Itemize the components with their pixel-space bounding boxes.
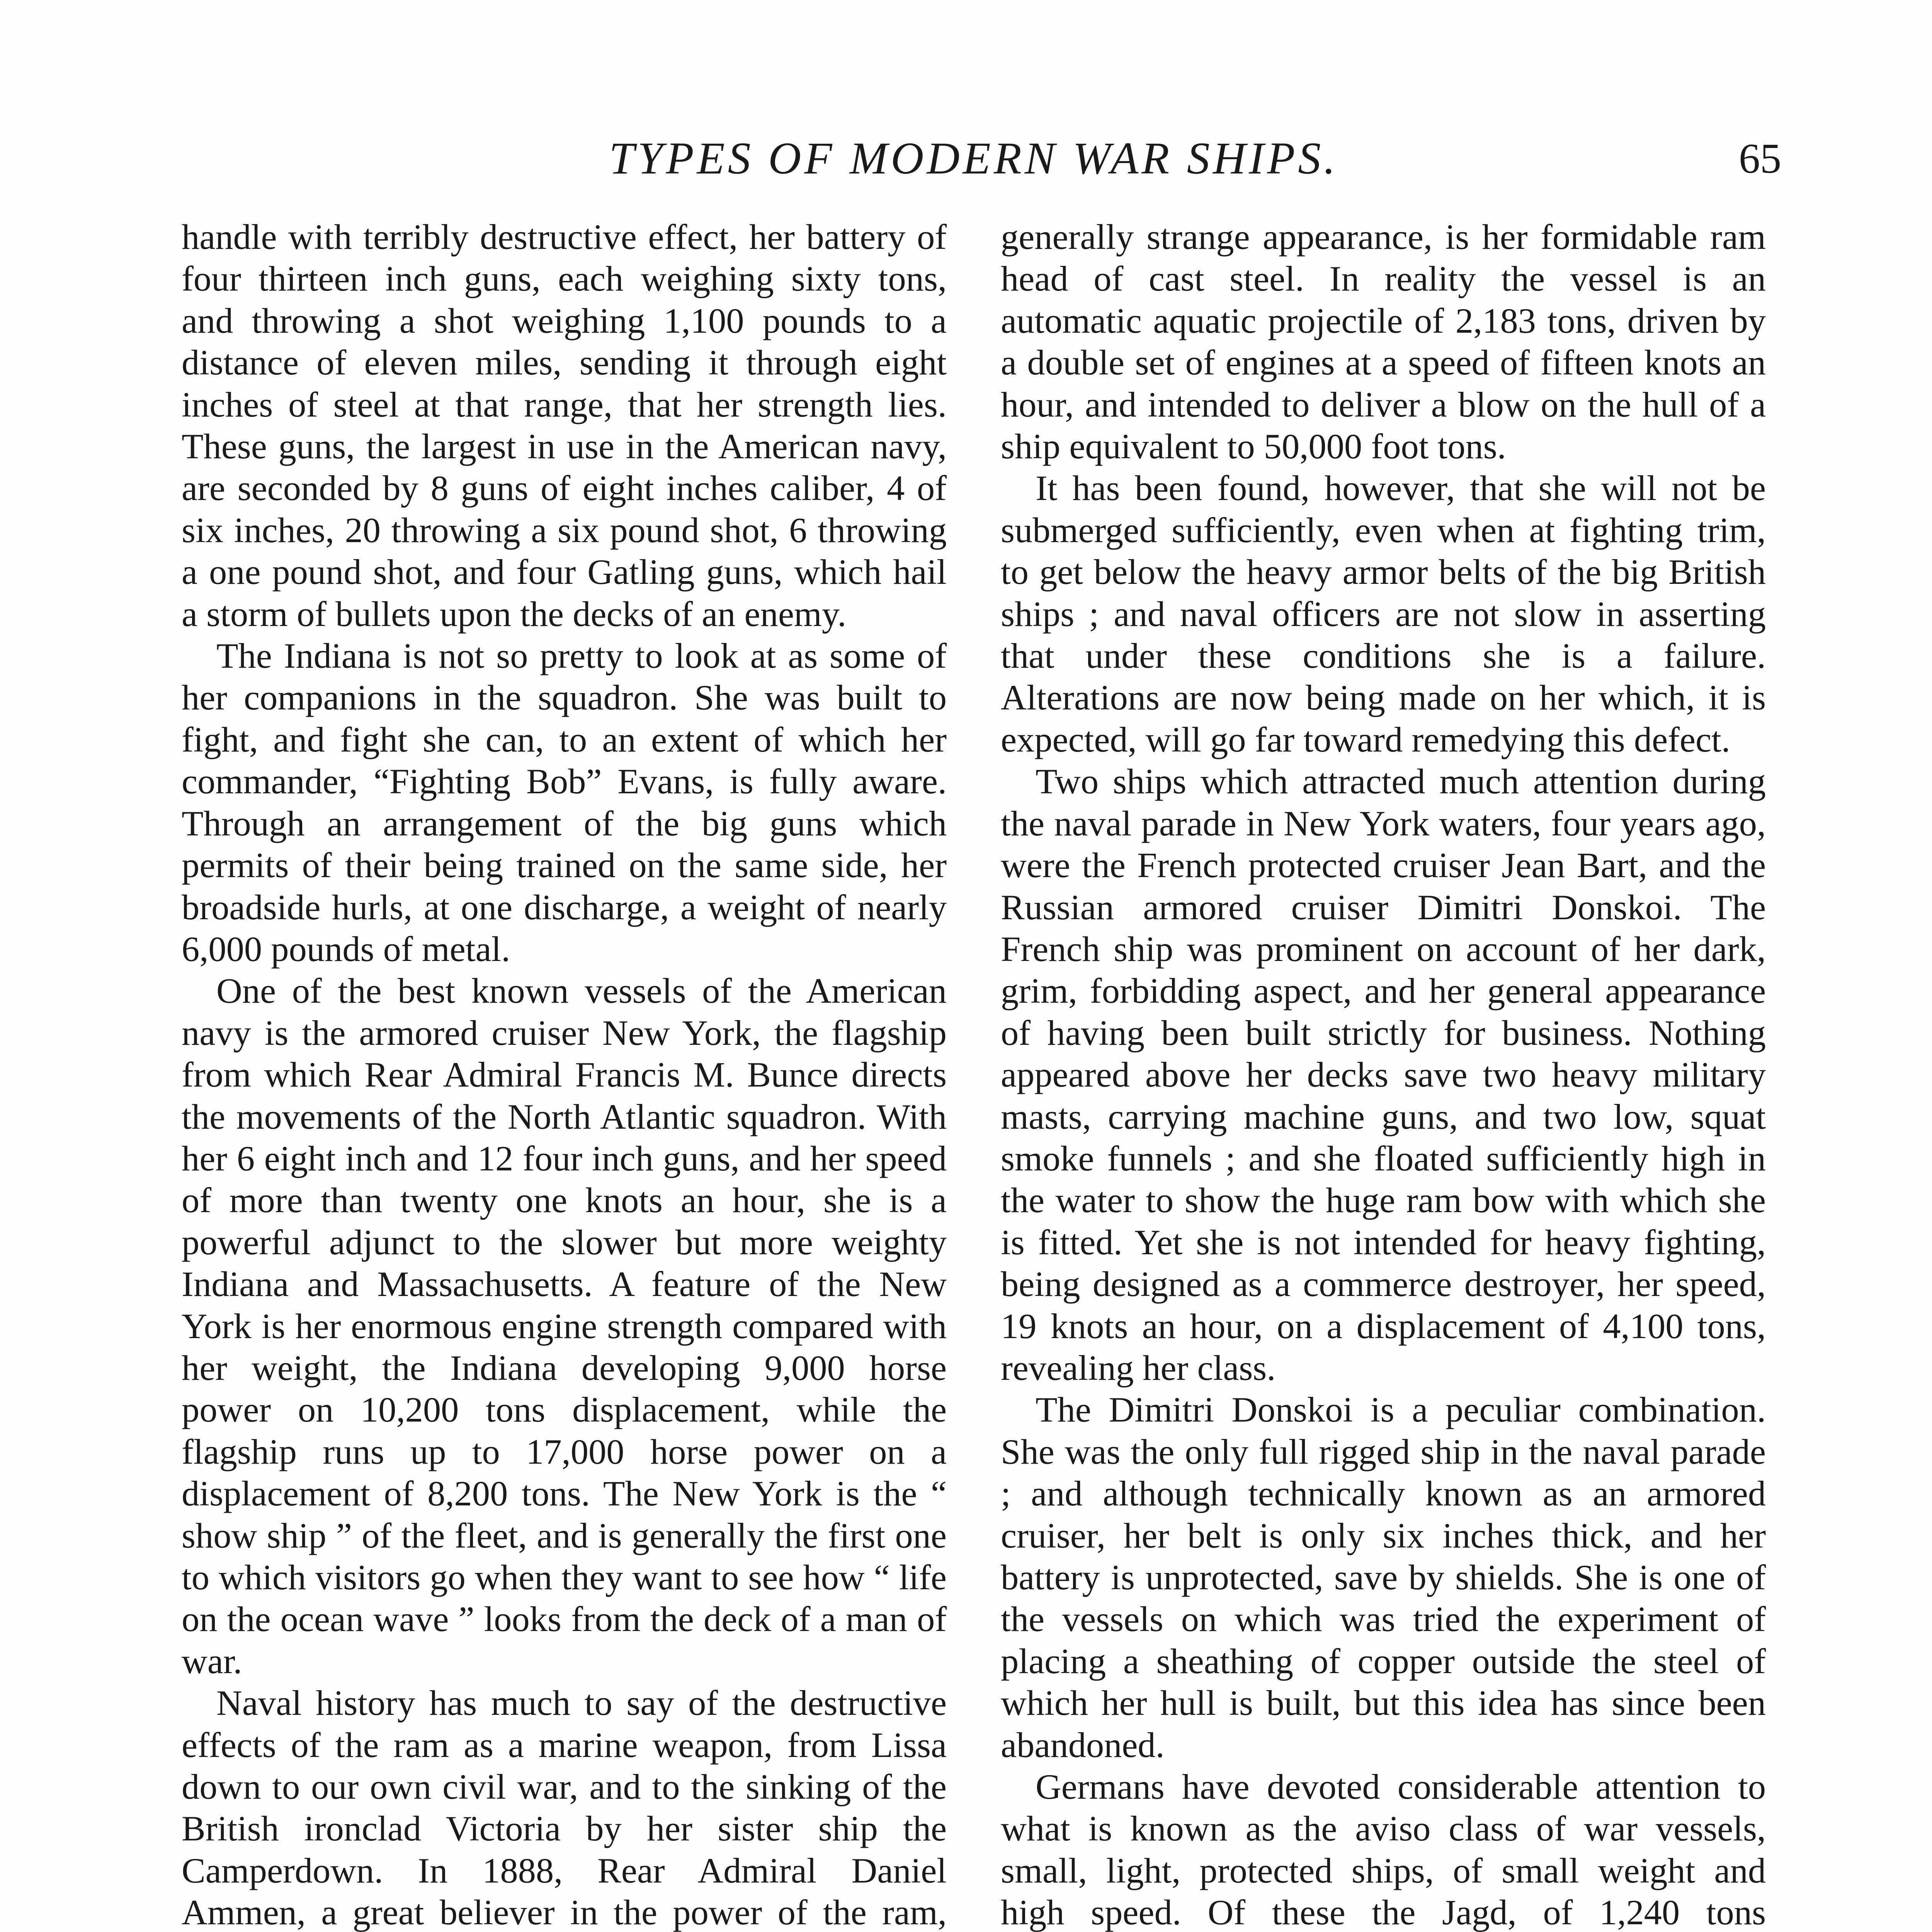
paragraph: Naval history has much to say of the destructive effects of the ram as a marine weapon, from Lissa down to our own civil war, and to the sinking of the British ironclad Victoria by her sister ship the Camperdown. In 1888, Rear Admiral Daniel Ammen, a great believer in the power of the ram,: [182, 1684, 947, 1932]
running-head: [182, 128, 1781, 189]
left-column: [182, 216, 947, 1932]
paragraph: The Indiana is not so pretty to look at as some of her companions in the squadron. She was built to fight, and fight she can, to an extent of which her commander, “Fighting Bob” Evans, is fully aware. Through an arrangement of the big guns which permits of their being trained on the same side, her broadside hurls, at one discharge, a weight of nearly 6,000 pounds of metal.: [182, 636, 947, 969]
right-column: [1001, 216, 1766, 1932]
paragraph: generally strange appearance, is her formidable ram head of cast steel. In reality the vessel is an automatic aquatic projectile of 2,183 tons, driven by a double set of engines at a speed of fifteen knots an hour, and intended to deliver a blow on the hull of a ship equivalent to 50,000 foot tons.: [1001, 218, 1766, 467]
paragraph: The Dimitri Donskoi is a peculiar combination. She was the only full rigged ship in the naval parade ; and although technically known as an armored cruiser, her belt is only six inches thick, and her battery is unprotected, save by shields. She is one of the vessels on which was tried the experiment of placing a sheathing of copper outside the steel of which her hull is built, but this idea has since been abandoned.: [1001, 1390, 1766, 1765]
running-title: TYPES OF MODERN WAR SHIPS.: [609, 133, 1338, 184]
paragraph: Two ships which attracted much attention during the naval parade in New York waters, four years ago, were the French protected cruiser Jean Bart, and the Russian armored cruiser Dimitri Donskoi. The French ship was prominent on account of her dark, grim, forbidding aspect, and her general appearance of having been built strictly for business. Nothing appeared above her decks save two heavy military masts, carrying machine guns, and two low, squat smoke funnels ; and she floated sufficiently high in the water to show the huge ram bow with which she is fitted. Yet she is not intended for heavy fighting, being designed as a commerce destroyer, her speed, 19 knots an hour, on a displacement of 4,100 tons, revealing her class.: [1001, 762, 1766, 1388]
paragraph: Germans have devoted considerable attention to what is known as the aviso class of war vessels, small, light, protected ships, of small weight and high speed. Of these the Jagd, of 1,240 tons: [1001, 1767, 1766, 1932]
article-body: [182, 216, 1766, 1932]
page-number: 65: [1739, 135, 1781, 182]
paragraph: handle with terribly destructive effect, her battery of four thirteen inch guns, each weighing sixty tons, and throwing a shot weighing 1,100 pounds to a distance of eleven miles, sending it through eight inches of steel at that range, that her strength lies. These guns, the largest in use in the American navy, are seconded by 8 guns of eight inches caliber, 4 of six inches, 20 throwing a six pound shot, 6 throwing a one pound shot, and four Gatling guns, which hail a storm of bullets upon the decks of an enemy.: [182, 218, 947, 634]
paragraph: It has been found, however, that she will not be submerged sufficiently, even when at fighting trim, to get below the heavy armor belts of the big British ships ; and naval officers are not slow in asserting that under these conditions she is a failure. Alterations are now being made on her which, it is expected, will go far toward remedying this defect.: [1001, 469, 1766, 760]
paragraph: One of the best known vessels of the American navy is the armored cruiser New York, the flagship from which Rear Admiral Francis M. Bunce directs the movements of the North Atlantic squadron. With her 6 eight inch and 12 four inch guns, and her speed of more than twenty one knots an hour, she is a powerful adjunct to the slower but more weighty Indiana and Massachusetts. A feature of the New York is her enormous engine strength compared with her weight, the Indiana developing 9,000 horse power on 10,200 tons displacement, while the flagship runs up to 17,000 horse power on a displacement of 8,200 tons. The New York is the “ show ship ” of the fleet, and is generally the first one to which visitors go when they want to see how “ life on the ocean wave ” looks from the deck of a man of war.: [182, 971, 947, 1681]
